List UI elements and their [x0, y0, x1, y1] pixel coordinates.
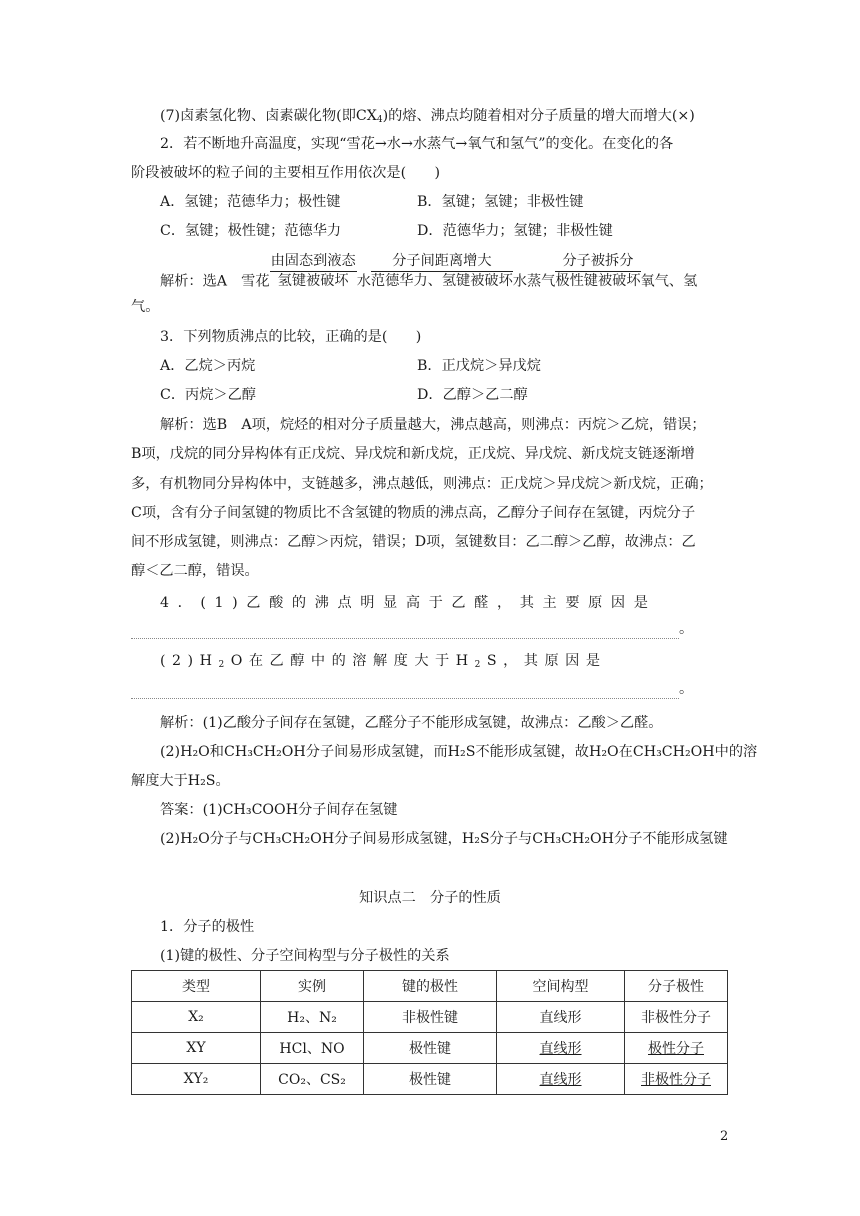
table-cell: 非极性分子 — [625, 1002, 728, 1033]
q4-blank-2: 。 — [131, 679, 693, 699]
arrow-step-3: $\frac{\text{分子被拆分}}{\text{极性键被破坏}}$ — [555, 253, 641, 289]
section-title: 知识点二 分子的性质 — [359, 890, 501, 906]
table-cell: 直线形 — [497, 1064, 625, 1095]
answer-blank[interactable] — [131, 682, 679, 699]
table-cell: 非极性键 — [364, 1002, 497, 1033]
q3-analysis-line: 多，有机物同分异构体中，支链越多，沸点越低，则沸点：正戊烷＞异戊烷＞新戊烷，正确； — [131, 476, 713, 492]
table-cell: 非极性分子 — [625, 1064, 728, 1095]
table-cell: HCl、NO — [261, 1033, 364, 1064]
table-cell: XY₂ — [132, 1064, 261, 1095]
table-header: 实例 — [261, 971, 364, 1002]
q3-option-d: D．乙醇＞乙二醇 — [417, 387, 528, 403]
table-header-row — [132, 971, 728, 1002]
q2-analysis-end: 气。 — [131, 299, 160, 315]
table-header: 键的极性 — [364, 971, 497, 1002]
table-cell: 极性分子 — [625, 1033, 728, 1064]
q2-option-b: B．氢键；氢键；非极性键 — [417, 194, 584, 210]
table-cell: CO₂、CS₂ — [261, 1064, 364, 1095]
table-cell: XY — [132, 1033, 261, 1064]
q4-part2: $(2)H_2O$在乙醇中的溶解度大于$H_2S$，其原因是 — [160, 653, 607, 670]
q2-stem-line2: 阶段被破坏的粒子间的主要相互作用依次是( ) — [131, 165, 441, 181]
q3-option-b: B．正戊烷＞异戊烷 — [417, 358, 541, 374]
q3-analysis-line: 解析：选B A项，烷烃的相对分子质量越大，沸点越高，则沸点：丙烷＞乙烷，错误； — [160, 417, 706, 433]
q2-analysis: 解析：选A 雪花 $\frac{\text{由固态到液态}}{\text{氢键被破坏}}$ 水 $\frac{\text{分子间距离增大}}{\text{范德华力、氢键被破坏}}$ 水蒸气 $\frac{\text{分子被拆分}}{\text{极性键被破坏}}$ 氧气、氢 — [160, 253, 698, 290]
q3-options-cd — [160, 385, 528, 405]
item-7: (7)卤素氢化物、卤素碳化物(即$CX_4$)的熔、沸点均随着相对分子质量的增大而增大(×) — [160, 108, 695, 125]
q3-option-c: C．丙烷＞乙醇 — [160, 387, 256, 403]
answer-blank[interactable] — [131, 622, 679, 639]
q3-analysis-line: C项，含有分子间氢键的物质比不含氢键的物质的沸点高，乙醇分子间存在氢键，丙烷分子 — [131, 505, 696, 521]
table-row — [132, 1002, 728, 1033]
table-cell: H₂、N₂ — [261, 1002, 364, 1033]
q4-answer-2: (2)H₂O分子与CH₃CH₂OH分子间易形成氢键，H₂S分子与CH₃CH₂OH分子不能形成氢键 — [160, 831, 728, 847]
q3-option-a: A．乙烷＞丙烷 — [160, 358, 256, 374]
table-header: 空间构型 — [497, 971, 625, 1002]
table-row — [132, 1064, 728, 1095]
table-cell: 极性键 — [364, 1064, 497, 1095]
q3-analysis-line: B项，戊烷的同分异构体有正戊烷、异戊烷和新戊烷，正戊烷、异戊烷、新戊烷支链逐渐增 — [131, 446, 695, 462]
table-header: 类型 — [132, 971, 261, 1002]
table-cell: 直线形 — [497, 1002, 625, 1033]
q2-option-d: D．范德华力；氢键；非极性键 — [417, 223, 613, 239]
q2-option-c: C．氢键；极性键；范德华力 — [160, 223, 342, 239]
page-number: 2 — [720, 1129, 729, 1144]
section-sub-1: 1．分子的极性 — [160, 919, 255, 935]
q4-blank-1: 。 — [131, 619, 693, 639]
q3-analysis-line: 醇＜乙二醇，错误。 — [131, 563, 259, 579]
q3-options-ab — [160, 356, 541, 376]
q3-stem: 3．下列物质沸点的比较，正确的是( ) — [160, 329, 422, 345]
arrow-step-1: $\frac{\text{由固态到液态}}{\text{氢键被破坏}}$ — [270, 253, 356, 289]
q2-options-ab — [160, 192, 584, 212]
q4-analysis-3: 解度大于H₂S。 — [131, 773, 230, 789]
section-sub-2: (1)键的极性、分子空间构型与分子极性的关系 — [160, 948, 450, 964]
q2-options-cd — [160, 221, 613, 241]
q2-stem-line1: 2．若不断地升高温度，实现“雪花→水→水蒸气→氧气和氢气”的变化。在变化的各 — [160, 136, 674, 152]
table-cell: X₂ — [132, 1002, 261, 1033]
q4-analysis-2: (2)H₂O和CH₃CH₂OH分子间易形成氢键，而H₂S不能形成氢键，故H₂O在CH₃CH₂OH中的溶 — [160, 744, 758, 760]
arrow-step-2: $\frac{\text{分子间距离增大}}{\text{范德华力、氢键被破坏}}$ — [370, 253, 513, 289]
polarity-table — [131, 970, 728, 1095]
table-header: 分子极性 — [625, 971, 728, 1002]
q3-analysis-line: 间不形成氢键，则沸点：乙醇＞丙烷，错误；D项，氢键数目：乙二醇＞乙醇，故沸点：乙 — [131, 534, 696, 550]
table-cell: 极性键 — [364, 1033, 497, 1064]
q4-part1: 4．(1)乙酸的沸点明显高于乙醛，其主要原因是 — [160, 595, 657, 611]
table-cell: 直线形 — [497, 1033, 625, 1064]
table-row — [132, 1033, 728, 1064]
q2-option-a: A．氢键；范德华力；极性键 — [160, 194, 341, 210]
q4-analysis-1: 解析：(1)乙酸分子间存在氢键，乙醛分子不能形成氢键，故沸点：乙酸＞乙醛。 — [160, 715, 663, 731]
q4-answer-1: 答案：(1)CH₃COOH分子间存在氢键 — [160, 802, 398, 818]
